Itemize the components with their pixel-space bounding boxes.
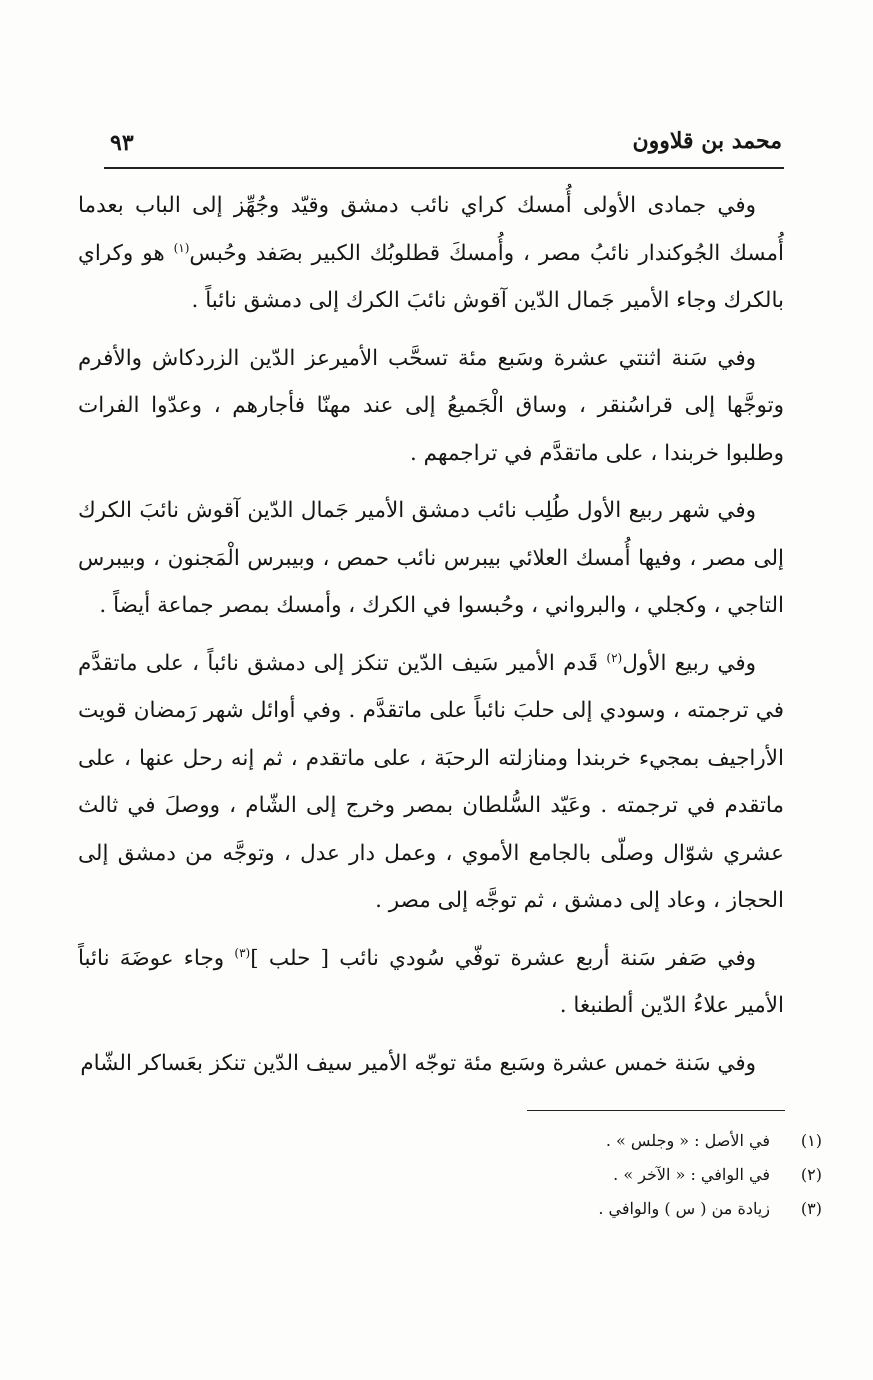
paragraph [78,487,784,630]
main-text [78,182,784,1097]
footnote-marker: (١) [173,240,190,255]
paragraph [78,640,784,925]
footnote-marker: (٣) [234,945,251,960]
paragraph-text-continued: وجاء عوضَهَ نائباً الأمير علاءُ الدّين ألطنبغا . [78,945,784,1018]
paragraph-text: وفي ربيع الأول [622,650,756,676]
footnote-text: زيادة من ( س ) والوافي . [598,1199,770,1218]
footnote-marker: (٢) [606,650,623,665]
paragraph-text: وفي جمادى الأولى أُمسك كراي نائب دمشق وقيّد وجُهِّز إلى الباب بعدما أُمسك الجُوكندار نائبُ مصر ، وأُمسكَ قطلوبُك الكبير بصَفد وحُبس [78,193,784,266]
footnote-divider [527,1110,785,1111]
paragraph [78,935,784,1030]
footnote [300,1124,822,1158]
footnote-number: (١) [800,1131,822,1150]
footnotes [300,1124,822,1226]
footnote [300,1158,822,1192]
paragraph-text: وفي سَنة خمس عشرة وسَبع مئة توجّه الأمير سيف الدّين تنكز بعَساكر الشّام [80,1050,756,1076]
paragraph [78,182,784,325]
page-number: ٩٣ [110,130,134,156]
footnote-number: (٢) [800,1165,822,1184]
footnote [300,1192,822,1226]
paragraph-text: وفي صَفر سَنة أربع عشرة توفّي سُودي نائب [ حلب ] [250,945,756,971]
paragraph-text: وفي سَنة اثنتي عشرة وسَبع مئة تسحَّب الأميرعز الدّين الزردكاش والأفرم وتوجَّها إلى قراسُنقر ، وساق الْجَميعُ إلى عند مهنّا فأجارهم ، وعدّوا الفرات وطلبوا خربندا ، على ماتقدَّم في تراجمهم . [78,345,784,466]
footnote-number: (٣) [800,1199,822,1218]
paragraph-text-continued: قَدم الأمير سَيف الدّين تنكز إلى دمشق نائباً ، على ماتقدَّم في ترجمته ، وسودي إلى حلبَ نائباً على ماتقدَّم . وفي أوائل شهر رَمضان قويت الأراجيف بمجيء خربندا ومنازلته الرحبَة ، على ماتقدم ، ثم إنه رحل عنها ، على ماتقدم في ترجمته . وعَيّد السُّلطان بمصر وخرج إلى الشّام ، ووصلَ في ثالث عشري شوّال وصلّى بالجامع الأموي ، وعمل دار عدل ، وتوجَّه من دمشق إلى الحجاز ، وعاد إلى دمشق ، ثم توجَّه إلى مصر . [78,650,785,913]
paragraph-text-continued: هو وكراي بالكرك وجاء الأمير جَمال الدّين آقوش نائبَ الكرك إلى دمشق نائباً . [78,240,784,313]
footnote-text: في الوافي : « الآخر » . [613,1165,770,1184]
header-divider [104,167,784,169]
running-header [106,128,782,168]
paragraph [78,1040,784,1088]
running-title: محمد بن قلاوون [632,128,782,154]
footnote-text: في الأصل : « وجلس » . [605,1131,770,1150]
paragraph [78,335,784,478]
paragraph-text: وفي شهر ربيع الأول طُلِب نائب دمشق الأمير جَمال الدّين آقوش نائبَ الكرك إلى مصر ، وفيها أُمسك العلائي بيبرس نائب حمص ، وبيبرس الْمَجنون ، وبيبرس التاجي ، وكجلي ، والبرواني ، وحُبسوا في الكرك ، وأمسك بمصر جماعة أيضاً . [78,498,784,618]
